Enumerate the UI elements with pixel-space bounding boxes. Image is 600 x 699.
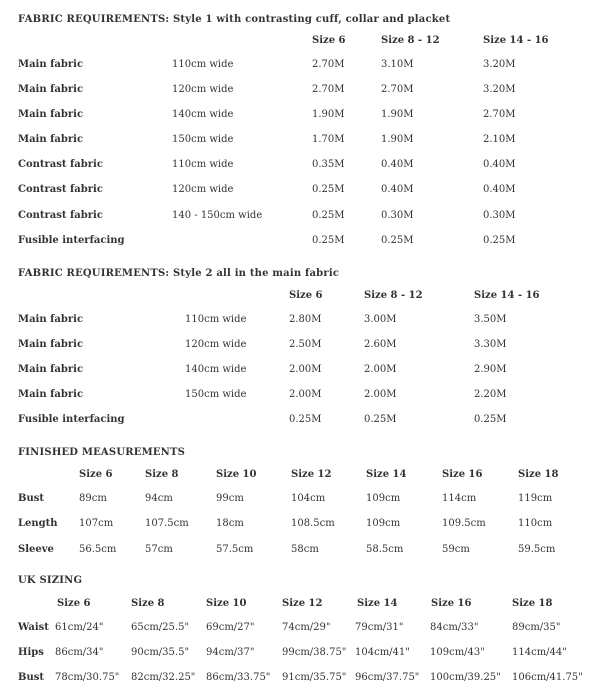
row-value: 1.90M	[312, 109, 345, 120]
row-fabric-width: 150cm wide	[172, 134, 234, 145]
section1-header-size6: Size 6	[312, 35, 346, 46]
row-label: Contrast fabric	[18, 210, 103, 221]
column-header: Size 10	[216, 469, 257, 480]
row-label: Main fabric	[18, 59, 84, 70]
row-value: 0.40M	[381, 184, 414, 195]
row-label: Main fabric	[18, 134, 84, 145]
row-value: 100cm/39.25"	[430, 672, 501, 683]
row-value: 2.00M	[364, 364, 397, 375]
row-label: Main fabric	[18, 364, 84, 375]
row-value: 89cm	[79, 493, 107, 504]
row-value: 2.00M	[289, 364, 322, 375]
row-value: 107cm	[79, 518, 114, 529]
column-header: Size 16	[431, 598, 472, 609]
row-value: 99cm/38.75"	[282, 647, 347, 658]
row-label: Sleeve	[18, 544, 54, 555]
row-value: 0.25M	[312, 210, 345, 221]
row-label: Bust	[18, 493, 44, 504]
row-label: Main fabric	[18, 84, 84, 95]
row-value: 58.5cm	[366, 544, 404, 555]
row-fabric-width: 140cm wide	[172, 109, 234, 120]
row-value: 104cm	[291, 493, 326, 504]
row-value: 2.70M	[381, 84, 414, 95]
row-value: 0.40M	[381, 159, 414, 170]
row-value: 89cm/35"	[512, 622, 561, 633]
row-value: 18cm	[216, 518, 244, 529]
row-value: 0.25M	[364, 414, 397, 425]
row-value: 86cm/33.75"	[206, 672, 271, 683]
row-value: 0.40M	[483, 159, 516, 170]
row-value: 2.00M	[364, 389, 397, 400]
row-value: 94cm/37"	[206, 647, 255, 658]
row-value: 78cm/30.75"	[55, 672, 120, 683]
row-value: 109cm	[366, 493, 401, 504]
row-value: 2.00M	[289, 389, 322, 400]
row-value: 108.5cm	[291, 518, 335, 529]
row-value: 109cm	[366, 518, 401, 529]
row-value: 57.5cm	[216, 544, 254, 555]
row-value: 110cm	[518, 518, 553, 529]
row-value: 119cm	[518, 493, 553, 504]
row-value: 1.70M	[312, 134, 345, 145]
row-value: 74cm/29"	[282, 622, 331, 633]
row-label: Fusible interfacing	[18, 235, 125, 246]
row-fabric-width: 110cm wide	[172, 159, 234, 170]
section1-header-size8-12: Size 8 - 12	[381, 35, 440, 46]
row-value: 0.25M	[289, 414, 322, 425]
section2-title: FABRIC REQUIREMENTS: Style 2 all in the main fabric	[18, 268, 340, 279]
row-value: 0.25M	[483, 235, 516, 246]
row-value: 109cm/43"	[430, 647, 485, 658]
column-header: Size 10	[206, 598, 247, 609]
column-header: Size 18	[518, 469, 559, 480]
row-value: 91cm/35.75"	[282, 672, 347, 683]
row-value: 84cm/33"	[430, 622, 479, 633]
row-value: 1.90M	[381, 134, 414, 145]
row-value: 2.20M	[474, 389, 507, 400]
row-value: 106cm/41.75"	[512, 672, 583, 683]
column-header: Size 12	[282, 598, 323, 609]
row-value: 2.70M	[483, 109, 516, 120]
column-header: Size 14	[366, 469, 407, 480]
column-header: Size 14	[357, 598, 398, 609]
row-fabric-width: 120cm wide	[172, 84, 234, 95]
column-header: Size 6	[57, 598, 91, 609]
row-value: 2.70M	[312, 59, 345, 70]
row-value: 2.60M	[364, 339, 397, 350]
row-fabric-width: 120cm wide	[172, 184, 234, 195]
row-value: 2.70M	[312, 84, 345, 95]
row-value: 0.40M	[483, 184, 516, 195]
row-value: 107.5cm	[145, 518, 189, 529]
row-value: 56.5cm	[79, 544, 117, 555]
column-header: Size 12	[291, 469, 332, 480]
row-value: 0.25M	[312, 235, 345, 246]
row-value: 109.5cm	[442, 518, 486, 529]
row-label: Waist	[18, 622, 49, 633]
column-header: Size 8	[145, 469, 179, 480]
row-value: 82cm/32.25"	[131, 672, 196, 683]
row-value: 114cm	[442, 493, 477, 504]
row-label: Contrast fabric	[18, 159, 103, 170]
row-value: 59.5cm	[518, 544, 556, 555]
column-header: Size 6	[79, 469, 113, 480]
row-value: 96cm/37.75"	[355, 672, 420, 683]
row-value: 0.25M	[381, 235, 414, 246]
row-label: Contrast fabric	[18, 184, 103, 195]
row-value: 90cm/35.5"	[131, 647, 190, 658]
row-fabric-width: 150cm wide	[185, 389, 247, 400]
section1-title: FABRIC REQUIREMENTS: Style 1 with contrasting cuff, collar and placket	[18, 14, 451, 25]
row-value: 3.20M	[483, 59, 516, 70]
row-value: 0.25M	[312, 184, 345, 195]
row-value: 0.25M	[474, 414, 507, 425]
row-fabric-width: 140 - 150cm wide	[172, 210, 263, 221]
row-value: 65cm/25.5"	[131, 622, 190, 633]
row-label: Bust	[18, 672, 44, 683]
row-fabric-width: 110cm wide	[185, 314, 247, 325]
row-fabric-width: 140cm wide	[185, 364, 247, 375]
row-value: 3.50M	[474, 314, 507, 325]
row-value: 86cm/34"	[55, 647, 104, 658]
row-label: Main fabric	[18, 339, 84, 350]
column-header: Size 8	[131, 598, 165, 609]
column-header: Size 18	[512, 598, 553, 609]
row-fabric-width: 120cm wide	[185, 339, 247, 350]
row-value: 0.30M	[381, 210, 414, 221]
section2-header-size14-16: Size 14 - 16	[474, 290, 540, 301]
row-value: 3.10M	[381, 59, 414, 70]
row-label: Main fabric	[18, 389, 84, 400]
row-label: Main fabric	[18, 314, 84, 325]
row-value: 94cm	[145, 493, 173, 504]
row-value: 2.80M	[289, 314, 322, 325]
section3-title: FINISHED MEASUREMENTS	[18, 447, 186, 458]
row-label: Length	[18, 518, 58, 529]
row-value: 3.00M	[364, 314, 397, 325]
row-fabric-width: 110cm wide	[172, 59, 234, 70]
section1-header-size14-16: Size 14 - 16	[483, 35, 549, 46]
section4-title: UK SIZING	[18, 575, 83, 586]
row-value: 2.50M	[289, 339, 322, 350]
column-header: Size 16	[442, 469, 483, 480]
row-value: 79cm/31"	[355, 622, 404, 633]
row-value: 114cm/44"	[512, 647, 567, 658]
row-value: 3.20M	[483, 84, 516, 95]
row-value: 58cm	[291, 544, 319, 555]
row-value: 99cm	[216, 493, 244, 504]
row-label: Main fabric	[18, 109, 84, 120]
row-value: 57cm	[145, 544, 173, 555]
row-value: 1.90M	[381, 109, 414, 120]
row-value: 69cm/27"	[206, 622, 255, 633]
row-label: Fusible interfacing	[18, 414, 125, 425]
row-value: 59cm	[442, 544, 470, 555]
row-value: 0.35M	[312, 159, 345, 170]
row-value: 104cm/41"	[355, 647, 410, 658]
row-value: 2.90M	[474, 364, 507, 375]
row-value: 2.10M	[483, 134, 516, 145]
section2-header-size8-12: Size 8 - 12	[364, 290, 423, 301]
row-label: Hips	[18, 647, 44, 658]
row-value: 3.30M	[474, 339, 507, 350]
section2-header-size6: Size 6	[289, 290, 323, 301]
row-value: 61cm/24"	[55, 622, 104, 633]
row-value: 0.30M	[483, 210, 516, 221]
